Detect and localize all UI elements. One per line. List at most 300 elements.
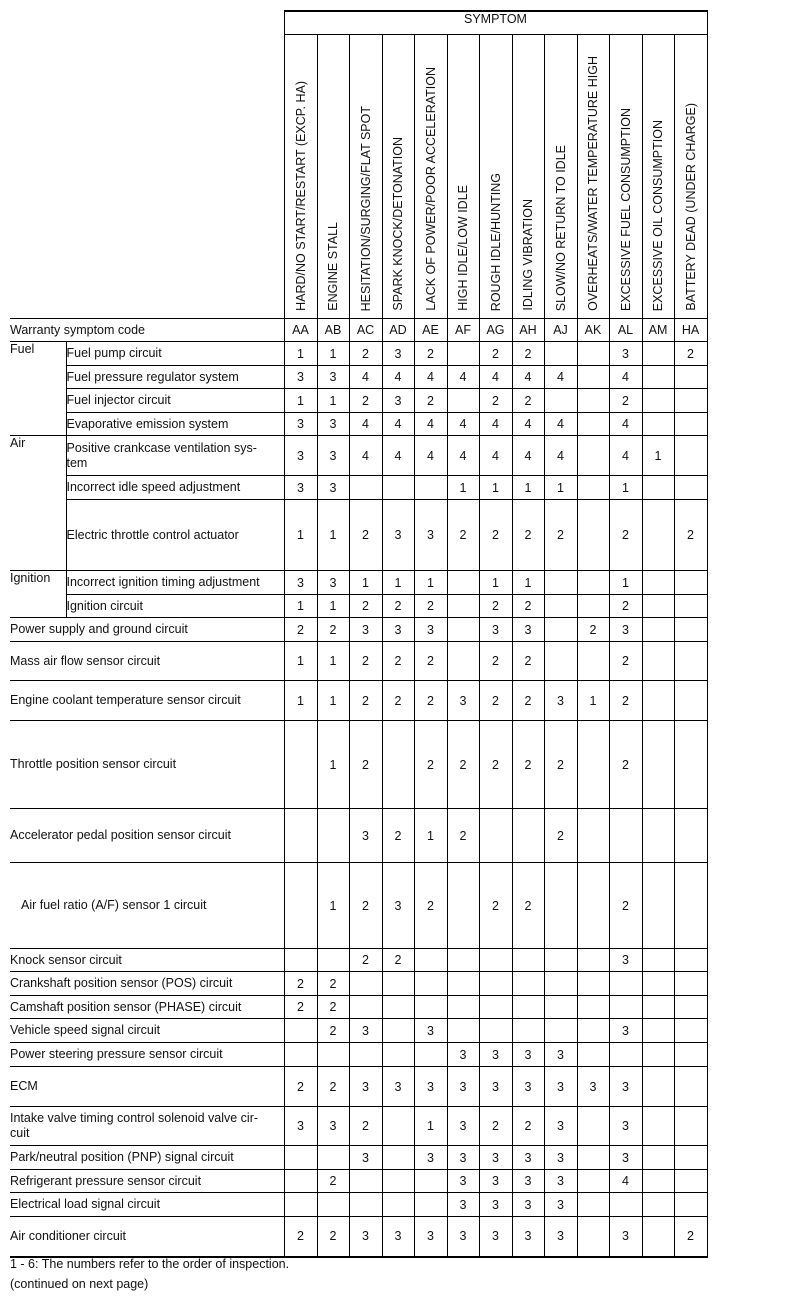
inspection-order-cell: 2 (317, 1019, 349, 1043)
inspection-order-cell (317, 1043, 349, 1067)
inspection-order-cell: 2 (349, 389, 382, 413)
symptom-label: ENGINE STALL (326, 222, 340, 311)
inspection-order-cell (577, 642, 609, 681)
table-row (10, 996, 707, 1019)
inspection-order-cell (512, 809, 544, 863)
inspection-order-cell (642, 1107, 674, 1146)
inspection-order-cell (577, 476, 609, 500)
symptom-header (544, 35, 577, 319)
inspection-order-cell (577, 996, 609, 1019)
inspection-order-cell (609, 996, 642, 1019)
inspection-order-cell (414, 476, 447, 500)
row-label: Power steering pressure sensor circuit (10, 1043, 284, 1067)
table-row (10, 1043, 707, 1067)
inspection-order-cell (544, 595, 577, 618)
row-label: Fuel pressure regulator system (66, 366, 284, 389)
symptom-label: HARD/NO START/RESTART (EXCP. HA) (293, 81, 308, 311)
symptom-title: SYMPTOM (284, 11, 707, 35)
row-label: Intake valve timing control solenoid valve cir- cuit (10, 1107, 284, 1146)
symptom-code: AH (512, 319, 544, 342)
inspection-order-cell: 2 (317, 972, 349, 996)
inspection-order-cell (382, 1107, 414, 1146)
inspection-order-cell (447, 949, 479, 972)
inspection-order-cell (674, 389, 707, 413)
inspection-order-cell: 3 (382, 863, 414, 949)
inspection-order-cell (674, 1043, 707, 1067)
footnote-continued: (continued on next page) (10, 1277, 149, 1291)
inspection-order-cell (642, 595, 674, 618)
inspection-order-cell (544, 571, 577, 595)
inspection-order-cell: 3 (284, 571, 317, 595)
inspection-order-cell: 2 (284, 618, 317, 642)
inspection-order-cell (544, 972, 577, 996)
inspection-order-cell (609, 1043, 642, 1067)
inspection-order-cell: 4 (447, 413, 479, 436)
inspection-order-cell (382, 996, 414, 1019)
inspection-order-cell (284, 863, 317, 949)
inspection-order-cell: 3 (479, 618, 512, 642)
inspection-order-cell: 2 (609, 642, 642, 681)
inspection-order-cell: 2 (382, 642, 414, 681)
inspection-order-cell (609, 809, 642, 863)
inspection-order-cell (642, 476, 674, 500)
inspection-order-cell: 3 (512, 1193, 544, 1217)
inspection-order-cell: 3 (512, 1217, 544, 1257)
row-label: Incorrect ignition timing adjustment (66, 571, 284, 595)
inspection-order-cell (479, 809, 512, 863)
inspection-order-cell (674, 809, 707, 863)
inspection-order-cell (674, 681, 707, 721)
footnote-inspection-order: 1 - 6: The numbers refer to the order of inspection. (10, 1257, 290, 1271)
row-label: Fuel pump circuit (66, 342, 284, 366)
inspection-order-cell (577, 500, 609, 571)
inspection-order-cell: 3 (317, 476, 349, 500)
symptom-label: EXCESSIVE OIL CONSUMPTION (651, 119, 665, 311)
row-label: Crankshaft position sensor (POS) circuit (10, 972, 284, 996)
inspection-order-cell (317, 1146, 349, 1170)
inspection-order-cell: 2 (479, 1107, 512, 1146)
inspection-order-cell: 2 (382, 595, 414, 618)
inspection-order-cell (674, 1107, 707, 1146)
table-row (10, 389, 707, 413)
inspection-order-cell: 2 (512, 389, 544, 413)
inspection-order-cell: 2 (512, 681, 544, 721)
inspection-order-cell: 2 (609, 863, 642, 949)
inspection-order-cell (349, 1193, 382, 1217)
inspection-order-cell (642, 1170, 674, 1193)
group-label: Air (10, 436, 66, 571)
inspection-order-cell: 4 (349, 413, 382, 436)
inspection-order-cell: 3 (414, 1146, 447, 1170)
inspection-order-cell (382, 1193, 414, 1217)
inspection-order-cell: 4 (414, 436, 447, 476)
row-label: Positive crankcase ventilation sys- tem (66, 436, 284, 476)
inspection-order-cell: 4 (512, 413, 544, 436)
group-label: Fuel (10, 342, 66, 436)
inspection-order-cell (414, 1043, 447, 1067)
row-label: Electric throttle control actuator (66, 500, 284, 571)
inspection-order-cell: 3 (609, 1067, 642, 1107)
inspection-order-cell: 2 (317, 1217, 349, 1257)
inspection-order-cell: 2 (512, 500, 544, 571)
inspection-order-cell (577, 809, 609, 863)
inspection-order-cell (447, 972, 479, 996)
inspection-order-cell: 3 (414, 1019, 447, 1043)
table-row (10, 618, 707, 642)
inspection-order-cell: 2 (512, 595, 544, 618)
inspection-order-cell: 4 (479, 413, 512, 436)
group-label: Ignition (10, 571, 66, 618)
inspection-order-cell: 1 (577, 681, 609, 721)
inspection-order-cell: 1 (317, 681, 349, 721)
inspection-order-cell (577, 972, 609, 996)
inspection-order-cell: 3 (544, 1107, 577, 1146)
inspection-order-cell: 2 (609, 721, 642, 809)
inspection-order-cell: 2 (349, 949, 382, 972)
inspection-order-cell (642, 972, 674, 996)
row-label: ECM (10, 1067, 284, 1107)
table-row (10, 1146, 707, 1170)
symptom-code: HA (674, 319, 707, 342)
inspection-order-cell: 2 (349, 863, 382, 949)
inspection-order-cell: 4 (382, 436, 414, 476)
inspection-order-cell (674, 1067, 707, 1107)
inspection-order-cell: 2 (414, 342, 447, 366)
inspection-order-cell: 3 (284, 413, 317, 436)
inspection-order-cell (382, 1170, 414, 1193)
inspection-order-cell: 2 (512, 863, 544, 949)
inspection-order-cell (414, 1170, 447, 1193)
symptom-label: OVERHEATS/WATER TEMPERATURE HIGH (586, 56, 600, 311)
inspection-order-cell (382, 1019, 414, 1043)
symptom-header (512, 35, 544, 319)
inspection-order-cell (674, 863, 707, 949)
inspection-order-cell (642, 500, 674, 571)
inspection-order-cell (414, 949, 447, 972)
table-row (10, 1217, 707, 1257)
inspection-order-cell (674, 571, 707, 595)
inspection-order-cell: 3 (447, 1193, 479, 1217)
inspection-order-cell: 2 (284, 1217, 317, 1257)
inspection-order-cell: 2 (674, 1217, 707, 1257)
inspection-order-cell: 3 (544, 1067, 577, 1107)
inspection-order-cell (544, 949, 577, 972)
inspection-order-cell: 2 (349, 642, 382, 681)
inspection-order-cell (382, 721, 414, 809)
inspection-order-cell (414, 1193, 447, 1217)
inspection-order-cell (479, 972, 512, 996)
inspection-order-cell (317, 809, 349, 863)
symptom-label: IDLING VIBRATION (521, 199, 535, 311)
inspection-order-cell: 2 (284, 996, 317, 1019)
inspection-order-cell: 2 (479, 389, 512, 413)
inspection-order-cell: 3 (447, 1170, 479, 1193)
symptom-header (447, 35, 479, 319)
symptom-code: AF (447, 319, 479, 342)
inspection-order-cell (447, 1019, 479, 1043)
inspection-order-cell (284, 1170, 317, 1193)
inspection-order-cell: 3 (349, 1146, 382, 1170)
inspection-order-cell: 1 (317, 642, 349, 681)
symptom-code: AM (642, 319, 674, 342)
inspection-order-cell (642, 809, 674, 863)
inspection-order-cell (674, 1146, 707, 1170)
inspection-order-cell (674, 721, 707, 809)
table-row (10, 1107, 707, 1146)
inspection-order-cell (577, 1043, 609, 1067)
inspection-order-cell: 3 (317, 436, 349, 476)
inspection-order-cell (317, 949, 349, 972)
inspection-order-cell (447, 389, 479, 413)
table-row (10, 1067, 707, 1107)
inspection-order-cell: 3 (479, 1193, 512, 1217)
inspection-order-cell: 2 (414, 721, 447, 809)
inspection-order-cell (642, 618, 674, 642)
inspection-order-cell (544, 863, 577, 949)
inspection-order-cell: 1 (479, 571, 512, 595)
inspection-order-cell: 4 (447, 366, 479, 389)
inspection-order-cell (674, 996, 707, 1019)
inspection-order-cell: 1 (382, 571, 414, 595)
row-label: Incorrect idle speed adjustment (66, 476, 284, 500)
row-label: Accelerator pedal position sensor circuit (10, 809, 284, 863)
symptom-code: AE (414, 319, 447, 342)
inspection-order-cell (577, 1019, 609, 1043)
inspection-order-cell: 3 (382, 389, 414, 413)
inspection-order-cell (284, 1043, 317, 1067)
inspection-order-cell: 3 (544, 1217, 577, 1257)
inspection-order-cell (674, 595, 707, 618)
inspection-order-cell: 3 (414, 1217, 447, 1257)
inspection-order-cell: 1 (284, 500, 317, 571)
inspection-order-cell (642, 1193, 674, 1217)
inspection-order-cell (382, 1146, 414, 1170)
inspection-order-cell: 2 (284, 972, 317, 996)
inspection-order-cell: 2 (414, 389, 447, 413)
inspection-order-cell: 2 (512, 721, 544, 809)
inspection-order-cell (577, 571, 609, 595)
inspection-order-cell (544, 996, 577, 1019)
inspection-order-cell: 3 (414, 1067, 447, 1107)
symptom-code: AC (349, 319, 382, 342)
inspection-order-cell: 3 (382, 618, 414, 642)
inspection-order-cell: 1 (447, 476, 479, 500)
inspection-order-cell (642, 342, 674, 366)
row-label: Air conditioner circuit (10, 1217, 284, 1257)
inspection-order-cell: 2 (349, 342, 382, 366)
table-row (10, 342, 707, 366)
inspection-order-cell: 3 (544, 1193, 577, 1217)
symptom-label: ROUGH IDLE/HUNTING (488, 172, 503, 311)
inspection-order-cell (642, 1146, 674, 1170)
table-row (10, 500, 707, 571)
inspection-order-cell (284, 809, 317, 863)
symptom-code: AD (382, 319, 414, 342)
inspection-order-cell: 3 (479, 1146, 512, 1170)
inspection-order-cell (642, 642, 674, 681)
inspection-order-cell: 1 (317, 500, 349, 571)
inspection-order-cell (349, 996, 382, 1019)
symptom-header (642, 35, 674, 319)
inspection-order-cell (479, 996, 512, 1019)
inspection-order-cell (577, 1193, 609, 1217)
inspection-order-cell: 1 (544, 476, 577, 500)
inspection-order-cell: 2 (317, 996, 349, 1019)
row-label: Vehicle speed signal circuit (10, 1019, 284, 1043)
symptom-label: SPARK KNOCK/DETONATION (391, 137, 405, 311)
inspection-order-cell (544, 342, 577, 366)
warranty-code-row (10, 319, 707, 342)
inspection-order-cell: 3 (544, 1043, 577, 1067)
inspection-order-cell (447, 642, 479, 681)
inspection-order-cell: 2 (479, 595, 512, 618)
inspection-order-cell: 3 (447, 1217, 479, 1257)
table-row (10, 595, 707, 618)
inspection-order-cell: 3 (512, 618, 544, 642)
inspection-order-cell (382, 476, 414, 500)
symptom-code: AG (479, 319, 512, 342)
inspection-order-cell (284, 949, 317, 972)
inspection-order-cell (479, 949, 512, 972)
row-label: Throttle position sensor circuit (10, 721, 284, 809)
inspection-order-cell: 2 (447, 721, 479, 809)
table-row (10, 721, 707, 809)
symptom-header (382, 35, 414, 319)
inspection-order-cell: 3 (512, 1146, 544, 1170)
inspection-order-cell: 2 (382, 809, 414, 863)
table-row (10, 863, 707, 949)
symptom-header (674, 35, 707, 319)
inspection-order-cell (609, 1193, 642, 1217)
inspection-order-cell (674, 642, 707, 681)
inspection-order-cell: 1 (284, 681, 317, 721)
inspection-order-cell: 4 (414, 413, 447, 436)
inspection-order-cell: 4 (609, 436, 642, 476)
inspection-order-cell (577, 1217, 609, 1257)
symptom-header (479, 35, 512, 319)
table-row (10, 972, 707, 996)
inspection-order-cell (642, 721, 674, 809)
inspection-order-cell: 2 (349, 1107, 382, 1146)
inspection-order-cell: 1 (284, 642, 317, 681)
inspection-order-cell: 2 (479, 342, 512, 366)
inspection-order-cell (479, 1019, 512, 1043)
inspection-order-cell: 4 (479, 366, 512, 389)
inspection-order-cell (349, 1043, 382, 1067)
inspection-order-cell (447, 342, 479, 366)
inspection-order-cell: 3 (317, 1107, 349, 1146)
inspection-order-cell: 3 (284, 1107, 317, 1146)
header-blank (10, 11, 284, 319)
inspection-order-cell: 3 (349, 1067, 382, 1107)
row-label: Engine coolant temperature sensor circuit (10, 681, 284, 721)
inspection-order-cell: 4 (349, 366, 382, 389)
inspection-order-cell: 1 (609, 476, 642, 500)
inspection-order-cell (512, 972, 544, 996)
inspection-order-cell: 2 (674, 342, 707, 366)
inspection-order-cell: 3 (544, 681, 577, 721)
inspection-order-cell (642, 1067, 674, 1107)
inspection-order-cell (577, 413, 609, 436)
inspection-order-cell: 4 (609, 366, 642, 389)
inspection-order-cell (642, 1217, 674, 1257)
inspection-order-cell: 2 (577, 618, 609, 642)
inspection-order-cell: 2 (284, 1067, 317, 1107)
inspection-order-cell: 3 (609, 1217, 642, 1257)
inspection-order-cell (414, 996, 447, 1019)
inspection-order-cell: 2 (544, 500, 577, 571)
inspection-order-cell (642, 949, 674, 972)
table-row (10, 642, 707, 681)
inspection-order-cell: 1 (317, 595, 349, 618)
inspection-order-cell: 3 (447, 1107, 479, 1146)
table-row (10, 1019, 707, 1043)
inspection-order-cell: 2 (414, 595, 447, 618)
inspection-order-cell (577, 595, 609, 618)
inspection-order-cell (284, 1146, 317, 1170)
inspection-order-cell: 2 (414, 642, 447, 681)
inspection-order-cell: 2 (349, 500, 382, 571)
inspection-order-cell (544, 618, 577, 642)
inspection-order-cell: 3 (382, 342, 414, 366)
inspection-order-cell (577, 949, 609, 972)
inspection-order-cell: 3 (479, 1067, 512, 1107)
inspection-order-cell: 1 (512, 571, 544, 595)
table-row (10, 436, 707, 476)
inspection-order-cell: 4 (479, 436, 512, 476)
inspection-order-cell: 3 (544, 1146, 577, 1170)
inspection-order-cell: 3 (479, 1043, 512, 1067)
inspection-order-cell: 3 (479, 1170, 512, 1193)
inspection-order-cell (674, 413, 707, 436)
inspection-order-cell: 4 (544, 436, 577, 476)
inspection-order-cell (382, 972, 414, 996)
inspection-order-cell: 3 (349, 1019, 382, 1043)
inspection-order-cell: 3 (512, 1067, 544, 1107)
row-label: Fuel injector circuit (66, 389, 284, 413)
inspection-order-cell: 2 (414, 681, 447, 721)
table-row (10, 413, 707, 436)
inspection-order-cell (674, 1019, 707, 1043)
symptom-label: SLOW/NO RETURN TO IDLE (553, 144, 568, 311)
inspection-order-cell: 3 (609, 1146, 642, 1170)
symptom-label: HESITATION/SURGING/FLAT SPOT (358, 105, 373, 311)
symptom-label: HIGH IDLE/LOW IDLE (456, 185, 470, 311)
inspection-order-cell (447, 863, 479, 949)
inspection-order-cell: 2 (382, 949, 414, 972)
inspection-order-cell: 4 (447, 436, 479, 476)
inspection-order-cell: 2 (609, 389, 642, 413)
symptom-header (317, 35, 349, 319)
inspection-order-cell: 2 (544, 809, 577, 863)
inspection-order-cell: 1 (317, 389, 349, 413)
inspection-order-cell: 2 (479, 681, 512, 721)
inspection-order-cell (577, 721, 609, 809)
table-row (10, 571, 707, 595)
inspection-order-cell: 3 (609, 949, 642, 972)
inspection-order-cell: 1 (317, 721, 349, 809)
symptom-label: BATTERY DEAD (UNDER CHARGE) (683, 103, 698, 311)
inspection-order-cell (544, 389, 577, 413)
row-label: Power supply and ground circuit (10, 618, 284, 642)
row-label: Park/neutral position (PNP) signal circuit (10, 1146, 284, 1170)
inspection-order-cell (674, 1170, 707, 1193)
inspection-order-cell (674, 366, 707, 389)
inspection-order-cell: 4 (544, 366, 577, 389)
inspection-order-cell (349, 972, 382, 996)
table-row (10, 809, 707, 863)
inspection-order-cell: 3 (447, 681, 479, 721)
